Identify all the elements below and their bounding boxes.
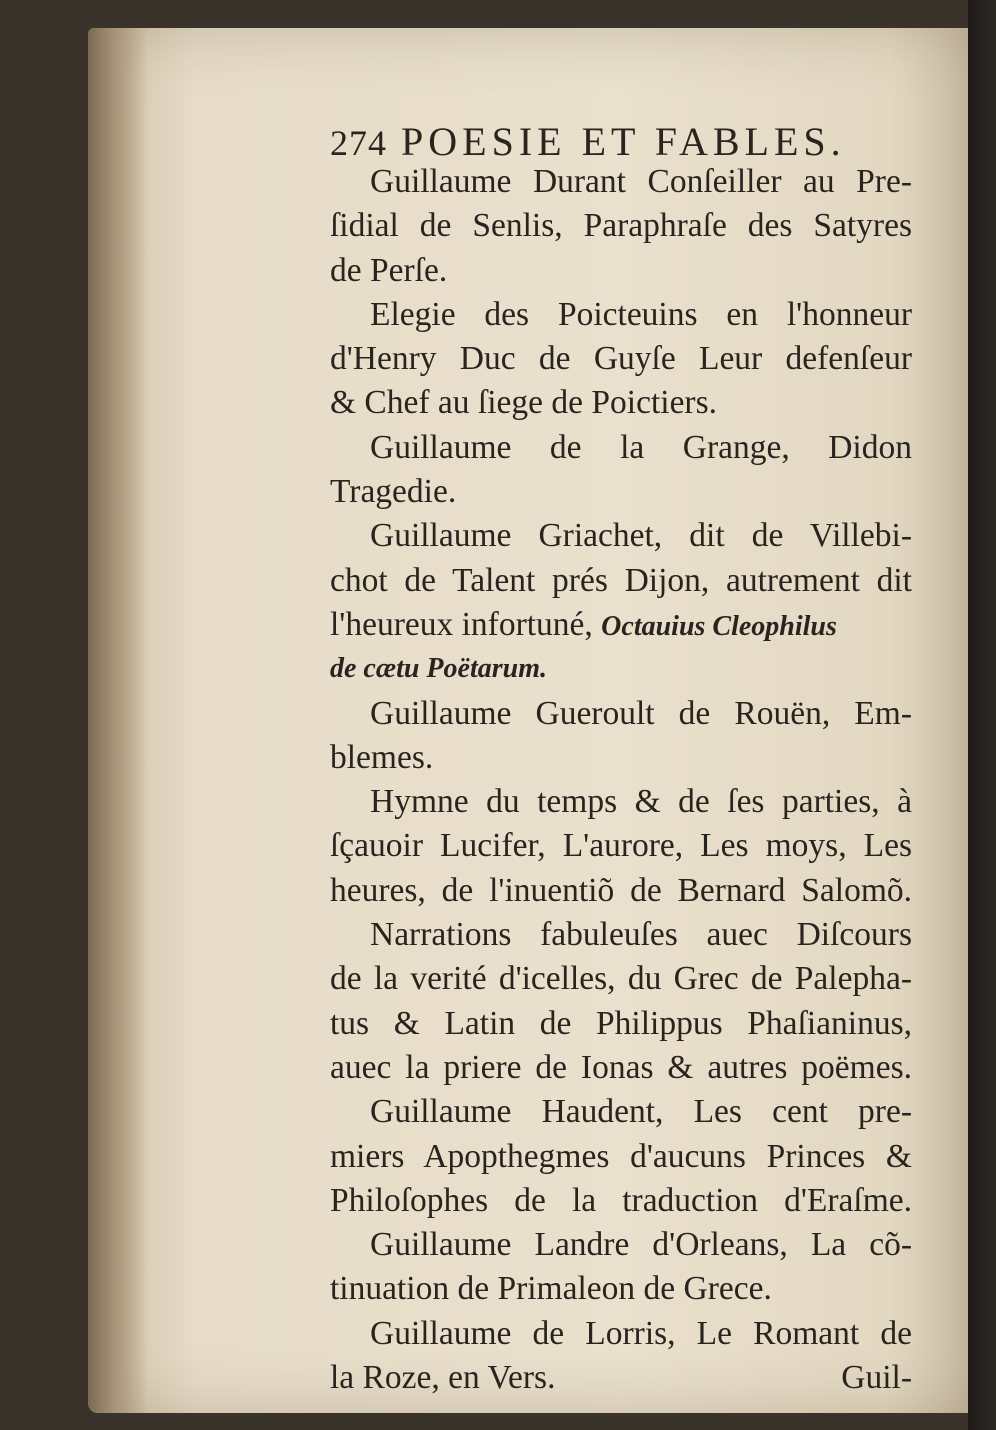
text-line: Tragedie. [330,473,457,511]
running-title: POESIE ET FABLES. [401,119,846,164]
text-italic: Octauius Cleophilus [601,610,837,642]
text-line: auec la priere de Ionas & autres poëmes. [330,1048,912,1086]
text-line: de Perſe. [330,251,448,289]
text-line: Guillaume de la Grange, Didon [370,428,912,466]
text-line: blemes. [330,738,434,776]
text-line: heures, de l'inuentiõ de Bernard Salomõ. [330,871,912,909]
text-roman: la Roze, en Vers. [330,1359,556,1397]
text-line: Guillaume Griachet, dit de Villebi- [370,517,912,555]
text-line [330,603,912,647]
text-line: miers Apopthegmes d'aucuns Princes & [330,1137,912,1175]
text-line: Narrations fabuleuſes auec Diſcours [370,916,912,954]
text-line: ſidial de Senlis, Paraphraſe des Satyres [330,207,912,245]
text-line-italic: de cætu Poëtarum. [330,653,547,685]
text-line: de la verité d'icelles, du Grec de Palepha- [330,960,912,998]
text-line: Guillaume Landre d'Orleans, La cõ- [370,1226,912,1264]
text-line: tus & Latin de Philippus Phaſianinus, [330,1004,912,1042]
text-line: Philoſophes de la traduction d'Eraſme. [330,1181,912,1219]
text-line: Guillaume de Lorris, Le Romant de [370,1314,912,1352]
text-line: ſçauoir Lucifer, L'aurore, Les moys, Les [330,827,912,865]
page-text [330,160,912,1400]
text-line: Guillaume Durant Conſeiller au Pre- [370,163,912,200]
catchword: Guil- [841,1359,912,1397]
text-roman: l'heureux infortuné, [330,605,593,643]
book-spine [968,0,996,1430]
text-line [330,1356,912,1400]
text-line: Hymne du temps & de ſes parties, à [370,783,912,821]
text-line: d'Henry Duc de Guyſe Leur defenſeur [330,340,912,378]
text-line: Guillaume Haudent, Les cent pre- [370,1093,912,1131]
text-line: Guillaume Gueroult de Rouën, Em- [370,694,912,732]
text-line: tinuation de Primaleon de Grece. [330,1270,772,1308]
text-line: & Chef au ſiege de Poictiers. [330,384,718,422]
text-line: Elegie des Poicteuins en l'honneur [370,295,912,333]
page-edge-shadow [88,28,148,1413]
page-number: 274 [330,123,387,163]
text-line: chot de Talent prés Dijon, autrement dit [330,561,912,599]
